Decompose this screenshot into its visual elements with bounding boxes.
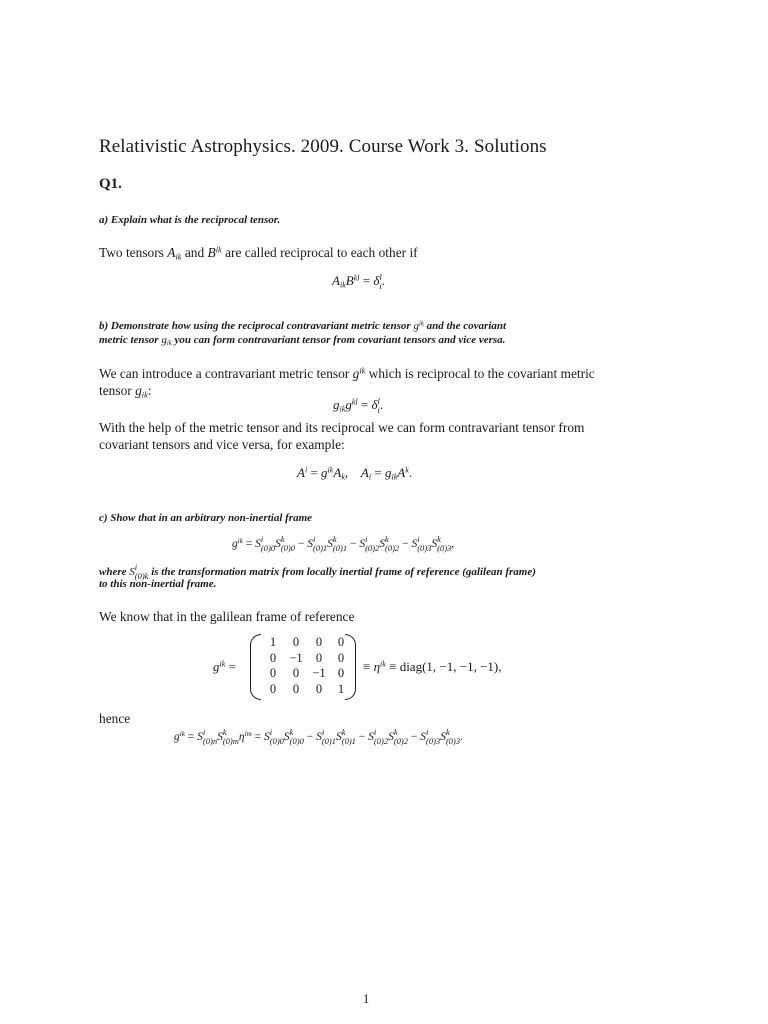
page-title: Relativistic Astrophysics. 2009. Course Work 3. Solutions (99, 136, 547, 157)
part-b-question-2b: you can form contravariant tensor from covariant tensors and vice versa. (174, 334, 506, 346)
part-a-and: and (184, 245, 205, 260)
matrix-cell: 0 (269, 666, 277, 680)
right-paren (345, 634, 356, 700)
part-b-question-2a: metric tensor (99, 334, 159, 346)
part-c-where-a: where (99, 566, 127, 579)
part-b-question-1b: and the covariant (426, 320, 507, 332)
matrix-cell: 0 (337, 666, 345, 680)
matrix-cell: 1 (337, 681, 345, 696)
galilean-text: We know that in the galilean frame of reference (99, 609, 355, 624)
matrix-cell: 0 (337, 650, 345, 665)
part-c-question: c) Show that in an arbitrary non-inertial frame (99, 512, 313, 524)
metric-reciprocal-equation: gikg$^{kl}$ = δ l i . (333, 396, 384, 415)
part-c-where-b: is the transformation matrix from locally inertial frame of reference (galilean frame) (151, 566, 536, 579)
matrix-cell: 0 (315, 635, 323, 649)
hence-text: hence (99, 711, 131, 726)
matrix-cell: 0 (315, 681, 323, 696)
diag-text: ≡ diag(1, −1, −1, −1), (389, 659, 502, 674)
matrix-cell: −1 (289, 650, 303, 665)
matrix-grid (262, 635, 352, 697)
matrix-cell: 0 (292, 635, 300, 649)
matrix-cell: −1 (312, 666, 326, 680)
part-b-answer-line3: With the help of the metric tensor and its reciprocal we can form contravariant tensor from (99, 420, 585, 435)
part-b-question-1a: b) Demonstrate how using the reciprocal contravariant metric tensor (99, 320, 411, 332)
part-b-answer-line4: covariant tensors and vice versa, for example: (99, 437, 345, 452)
non-inertial-metric-equation: $g^{ik} = S$ i (0)0 S k (0)0 − S i (0)1 S k (0)1 − S i (0)2 S k (0)2 − S i (0)3 S k (0)3 , (232, 534, 455, 553)
matrix-cell: 0 (337, 635, 345, 649)
reciprocal-equation: AikB$^{kl}$ = δ l i . (332, 272, 386, 291)
matrix-cell: 0 (292, 681, 300, 696)
part-b-answer-2: tensor (99, 383, 132, 398)
page-number: 1 (363, 992, 370, 1006)
part-b-answer-1b: which is reciprocal to the covariant metric (368, 366, 595, 381)
left-paren (250, 634, 261, 700)
matrix-cell: 0 (269, 681, 277, 696)
galilean-metric-rhs: ≡ $\eta^{ik}$ ≡ diag(1, −1, −1, −1), (363, 659, 502, 674)
part-a-answer: Two tensors Aik and $B^{ik}$ are called reciprocal to each other if (99, 245, 418, 262)
matrix-cell: 0 (292, 666, 300, 680)
minkowski-matrix (250, 634, 356, 700)
part-a-text-2: are called reciprocal to each other if (225, 245, 418, 260)
index-raising-equation: $A^i = g^{ik}Ak$, Ai = gikA$^k$. (297, 465, 413, 482)
question-heading: Q1. (99, 176, 122, 192)
part-c-where-line1: where S i (0)k is the transformation matrix from locally inertial frame of reference (galilean frame) (99, 562, 536, 581)
matrix-cell: 0 (269, 650, 277, 665)
part-b-answer-1a: We can introduce a contravariant metric tensor (99, 366, 350, 381)
part-b-question-line1: b) Demonstrate how using the reciprocal contravariant metric tensor $g^{ik}$ and the covariant (99, 320, 507, 332)
final-equation: $g^{ik} = S$ i (0)n S k (0)m $\eta^{lm} = S$ i (0)0 S k (0)0 − S i (0)1 S k (0)1 − S i (0)2 S k (0)2 − S i (0)3 S k (0)3 . (174, 727, 463, 746)
part-a-text-1: Two tensors (99, 245, 164, 260)
part-c-where-line2: to this non-inertial frame. (99, 578, 217, 590)
part-b-answer-line1: We can introduce a contravariant metric tensor $g^{ik}$ which is reciprocal to the covariant metric (99, 366, 595, 381)
part-b-question-line2: metric tensor gik you can form contravariant tensor from covariant tensors and vice versa. (99, 334, 506, 348)
matrix-cell: 0 (315, 650, 323, 665)
matrix-cell: 1 (269, 635, 277, 649)
part-b-answer-line2: tensor gik: (99, 383, 152, 400)
part-a-question: a) Explain what is the reciprocal tensor. (99, 214, 281, 226)
galilean-metric-lhs: $g^{ik}$ = (213, 659, 236, 674)
